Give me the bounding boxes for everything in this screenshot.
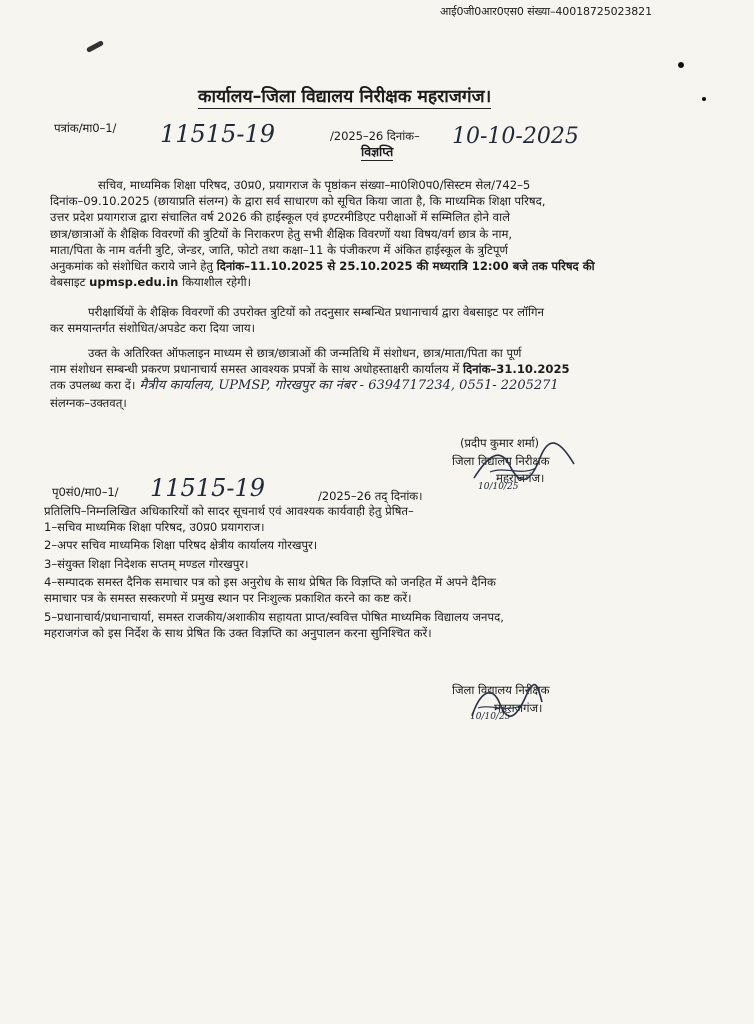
signatory-name: (प्रदीप कुमार शर्मा) <box>460 436 539 450</box>
para2-line-1: परीक्षार्थियों के शैक्षिक विवरणों की उपरोक्त त्रुटियों को तदनुसार सम्बन्धित प्रधानाचार्य द्वारा वेबसाइट पर लॉगिन <box>88 305 544 319</box>
website-label: वेबसाइट <box>50 275 90 290</box>
letter-year-date-label: /2025–26 दिनांक– <box>330 129 420 143</box>
para1-line-6-text: अनुकमांक को संशोधित कराये जाने हेतु <box>50 259 217 274</box>
endorsement-ref-number-handwritten: 11515-19 <box>150 474 265 502</box>
signature2-date-initial: 10/10/25 <box>470 712 511 722</box>
office-title: कार्यालय–जिला विद्यालय निरीक्षक महराजगंज। <box>198 87 492 107</box>
para1-line-7 <box>50 274 712 290</box>
copy-to-item-1: 1–सचिव माध्यमिक शिक्षा परिषद, उ0प्र0 प्रयागराज। <box>44 520 265 535</box>
endorsement-ref-prefix: पृ0सं0/मा0–1/ <box>52 485 119 499</box>
notice-heading: विज्ञप्ति <box>361 144 394 159</box>
copy-to-item-2: 2–अपर सचिव माध्यमिक शिक्षा परिषद क्षेत्रीय कार्यालय गोरखपुर। <box>44 538 318 553</box>
copy-to-intro: प्रतिलिपि–निम्नलिखित अधिकारियों को सादर सूचनार्थ एवं आवश्यक कार्यवाही हेतु प्रेषित– <box>44 504 414 518</box>
signature1-date-initial: 10/10/25 <box>478 482 519 492</box>
offline-deadline-date: दिनांक–31.10.2025 <box>462 362 570 377</box>
para3-line-2 <box>50 361 712 377</box>
staple-mark <box>86 40 104 53</box>
copy-to-item-4-cont: समाचार पत्र के समस्त सस्करणो में प्रमुख स्थान पर निःशुल्क प्रकाशित करने का कष्ट करें। <box>44 591 412 606</box>
handwritten-contact-note: मैत्रीय कार्यालय, UPMSP, गोरखपुर का नंबर - 6394717234, 0551- 2205271 <box>135 378 559 394</box>
letter-ref-number-handwritten: 11515-19 <box>160 120 275 148</box>
letter-date-handwritten: 10-10-2025 <box>452 124 579 149</box>
enclosure-note: संलग्नक–उक्तवत्। <box>50 395 127 410</box>
signatory2-place: महराजगंज। <box>494 701 543 715</box>
signatory-designation: जिला विद्यालय निरीक्षक <box>452 454 550 468</box>
para3-line-2-text: नाम संशोधन सम्बन्धी प्रकरण प्रधानाचार्य समस्त आवश्यक प्रपत्रों के साथ अधोहस्ताक्षरी कार्यालय में <box>50 362 463 377</box>
para3-line-3 <box>50 377 712 394</box>
signatory-place: महराजगंज। <box>496 471 545 485</box>
para1-line-1: सचिव, माध्यमिक शिक्षा परिषद, उ0प्र0, प्रयागराज के पृष्ठांकन संख्या–मा0शि0प0/सिस्टम सेल/742–5 <box>98 178 531 192</box>
para1-line-2: दिनांक–09.10.2025 (छायाप्रति संलग्न) के द्वारा सर्व साधारण को सूचित किया जाता है, कि माध्यमिक शिक्षा परिषद, <box>50 194 546 209</box>
ink-dot-small <box>702 97 706 101</box>
website-url: upmsp.edu.in <box>89 275 179 290</box>
signature2-scribble <box>466 678 546 730</box>
para1-line-3: उत्तर प्रदेश प्रयागराज द्वारा संचालित वर्ष 2026 की हाईस्कूल एवं इण्टरमीडिएट परीक्षाओं में सम्मिलित होने वाले <box>50 210 510 225</box>
para3-line-1: उक्त के अतिरिक्त ऑफलाइन माध्यम से छात्र/छात्राओं की जन्मतिथि में संशोधन, छात्र/माता/पिता का पूर्ण <box>88 346 522 360</box>
copy-to-list <box>44 503 712 642</box>
notice-paragraph-1 <box>50 177 712 290</box>
irgrs-number: आई0जी0आर0एस0 संख्या–40018725023821 <box>440 5 652 18</box>
copy-to-item-5-cont: महराजगंज को इस निर्देश के साथ प्रेषित कि उक्त विज्ञप्ति का अनुपालन करना सुनिश्चित करें। <box>44 626 432 641</box>
copy-to-item-5: 5–प्रधानाचार्य/प्रधानाचार्या, समस्त राजकीय/अशाकीय सहायता प्राप्त/स्ववित्त पोषित माध्यमिक विद्यालय जनपद, <box>44 610 504 625</box>
para1-line-5: माता/पिता के नाम वर्तनी त्रुटि, जेन्डर, जाति, फोटो तथा कक्षा–11 के पंजीकरण में अंकित हाईस्कूल के त्रुटिपूर्ण <box>50 242 508 257</box>
copy-to-item-3: 3–संयुक्त शिक्षा निदेशक सप्तम् मण्डल गोरखपुर। <box>44 556 249 571</box>
copy-to-item-4: 4–सम्पादक समस्त दैनिक समाचार पत्र को इस अनुरोध के साथ प्रेषित कि विज्ञप्ति को जनहित में अपने दैनिक <box>44 574 496 589</box>
para3-line-3-text: तक उपलब्ध करा दें। <box>50 378 136 393</box>
notice-paragraph-3 <box>50 345 712 411</box>
signatory2-designation: जिला विद्यालय निरीक्षक <box>452 683 550 697</box>
website-tail: कियाशील रहेगी। <box>178 275 252 290</box>
endorsement-date-label: /2025–26 तद् दिनांक। <box>318 489 423 503</box>
correction-window-dates: दिनांक–11.10.2025 से 25.10.2025 की मध्यरात्रि 12:00 बजे तक परिषद की <box>216 259 595 274</box>
notice-paragraph-2 <box>50 304 712 336</box>
para1-line-6 <box>50 258 712 274</box>
para2-line-2: कर समयान्तर्गत संशोधित/अपडेट करा दिया जाय। <box>50 321 256 336</box>
para1-line-4: छात्र/छात्राओं के शैक्षिक विवरणों की त्रुटियों के निराकरण हेतु सभी शैक्षिक विवरणों यथा विषय/वर्ग छात्र के नाम, <box>50 226 513 241</box>
ink-dot <box>678 62 684 68</box>
letter-ref-prefix: पत्रांक/मा0–1/ <box>54 121 117 135</box>
